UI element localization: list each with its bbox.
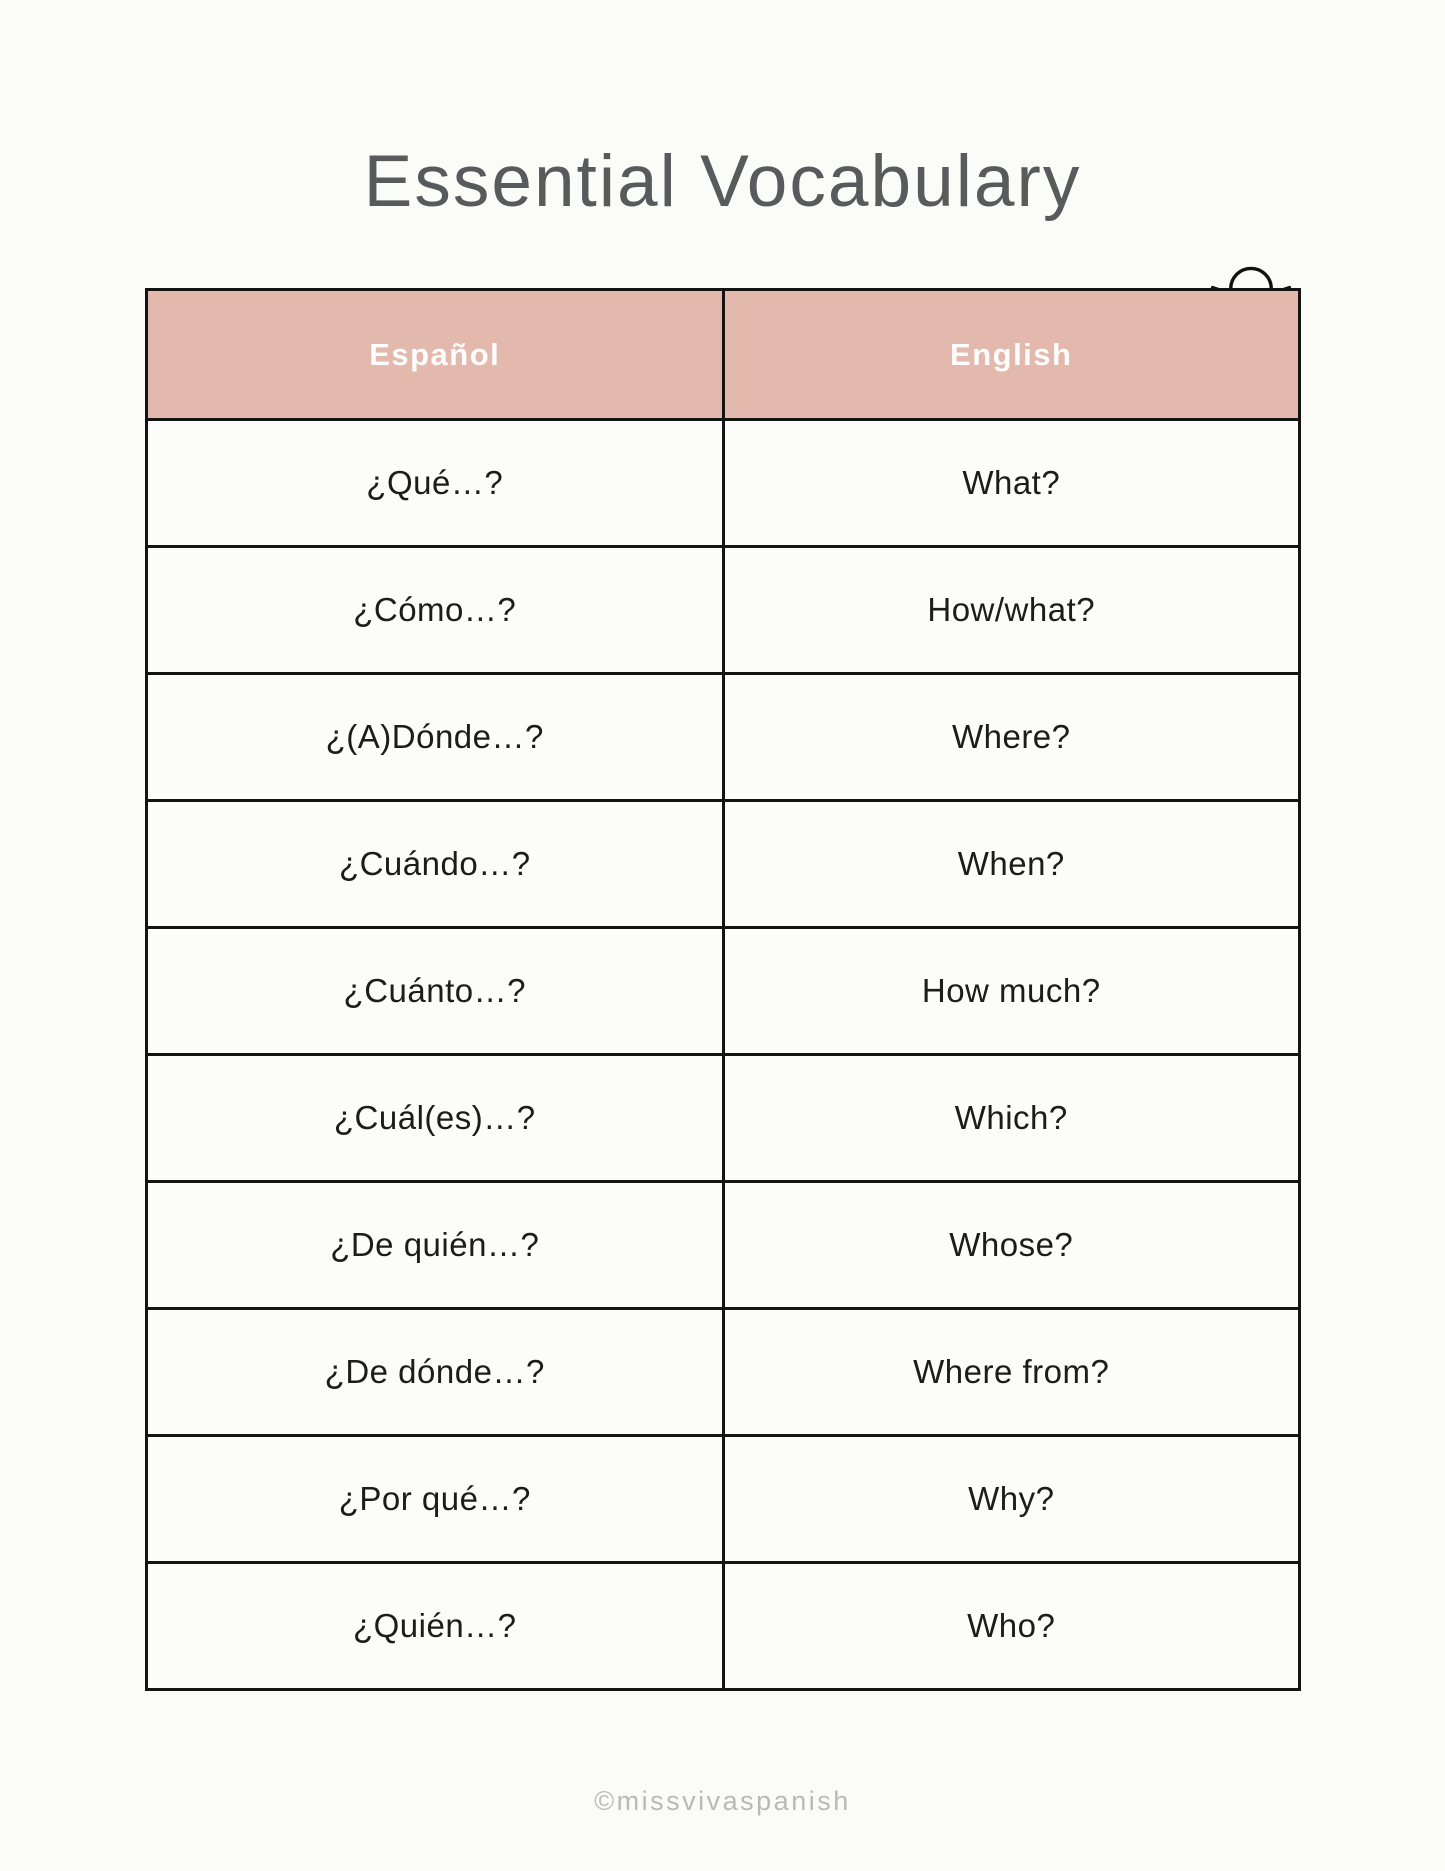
table-row — [147, 674, 1300, 801]
table-row — [147, 547, 1300, 674]
cell-english: How/what? — [723, 547, 1300, 674]
cell-spanish: ¿Quién…? — [147, 1563, 724, 1690]
cell-english: What? — [723, 420, 1300, 547]
table-row — [147, 801, 1300, 928]
table-row — [147, 1182, 1300, 1309]
table-header — [147, 290, 1300, 420]
cell-english: Where? — [723, 674, 1300, 801]
column-header-espanol: Español — [147, 290, 724, 420]
cell-spanish: ¿(A)Dónde…? — [147, 674, 724, 801]
vocabulary-table — [145, 288, 1301, 1691]
table-row — [147, 1309, 1300, 1436]
cell-english: Where from? — [723, 1309, 1300, 1436]
table-row — [147, 1436, 1300, 1563]
cell-spanish: ¿Cómo…? — [147, 547, 724, 674]
table-row — [147, 420, 1300, 547]
cell-spanish: ¿Cuándo…? — [147, 801, 724, 928]
table-row — [147, 928, 1300, 1055]
watermark: ©missvivaspanish — [594, 1786, 851, 1816]
cell-spanish: ¿Cuál(es)…? — [147, 1055, 724, 1182]
cell-spanish: ¿Qué…? — [147, 420, 724, 547]
cell-spanish: ¿Cuánto…? — [147, 928, 724, 1055]
page-title: Essential Vocabulary — [363, 141, 1082, 222]
cell-english: Whose? — [723, 1182, 1300, 1309]
header-row — [147, 290, 1300, 420]
table-body — [147, 420, 1300, 1690]
cell-english: When? — [723, 801, 1300, 928]
cell-english: Who? — [723, 1563, 1300, 1690]
cell-spanish: ¿Por qué…? — [147, 1436, 724, 1563]
cell-english: Which? — [723, 1055, 1300, 1182]
cell-english: Why? — [723, 1436, 1300, 1563]
cell-spanish: ¿De dónde…? — [147, 1309, 724, 1436]
table-row — [147, 1563, 1300, 1690]
column-header-english: English — [723, 290, 1300, 420]
cell-english: How much? — [723, 928, 1300, 1055]
cell-spanish: ¿De quién…? — [147, 1182, 724, 1309]
title-row — [0, 122, 1445, 242]
table-row — [147, 1055, 1300, 1182]
